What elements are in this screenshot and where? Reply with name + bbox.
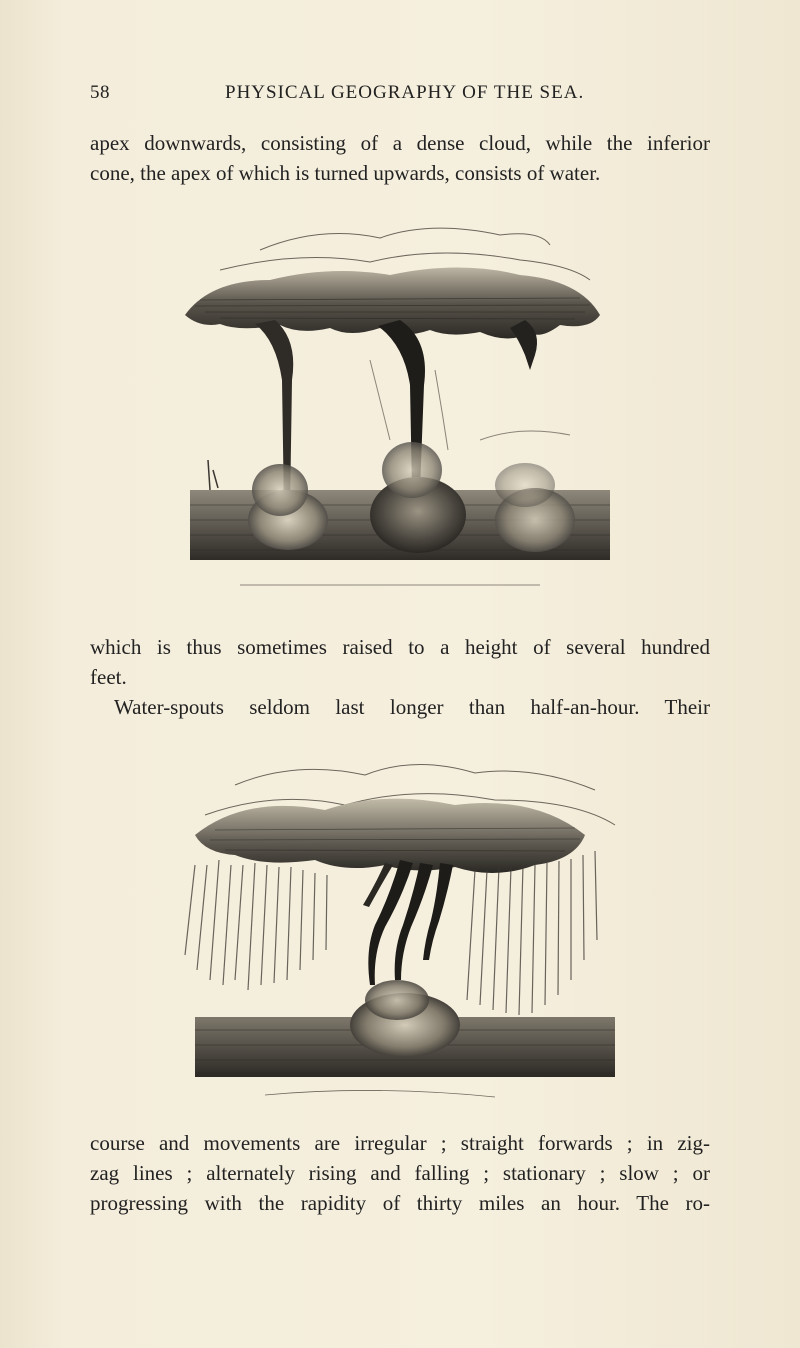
- waterspout-illustration-1: [180, 220, 620, 600]
- text-line: progressing with the rapidity of thirty miles an hour. The ro-: [90, 1191, 710, 1215]
- waterspout-illustration-2: [175, 755, 625, 1110]
- paragraph-1: [90, 128, 710, 188]
- paragraph-3: [90, 692, 710, 722]
- paragraph-2: [90, 632, 710, 692]
- text-line: zag lines ; alternately rising and falling ; stationary ; slow ; or: [90, 1161, 710, 1185]
- text-line: feet.: [90, 665, 127, 689]
- running-head: PHYSICAL GEOGRAPHY OF THE SEA.: [225, 82, 585, 103]
- paragraph-4: [90, 1128, 710, 1218]
- text-line: Water-spouts seldom last longer than half-an-hour. Their: [114, 695, 710, 719]
- text-line: course and movements are irregular ; straight forwards ; in zig-: [90, 1131, 710, 1155]
- text-line: cone, the apex of which is turned upwards, consists of water.: [90, 161, 601, 185]
- text-line: which is thus sometimes raised to a height of several hundred: [90, 635, 710, 659]
- text-line: apex downwards, consisting of a dense cloud, while the inferior: [90, 131, 710, 155]
- page-header: [90, 82, 710, 112]
- page-number: 58: [90, 82, 110, 103]
